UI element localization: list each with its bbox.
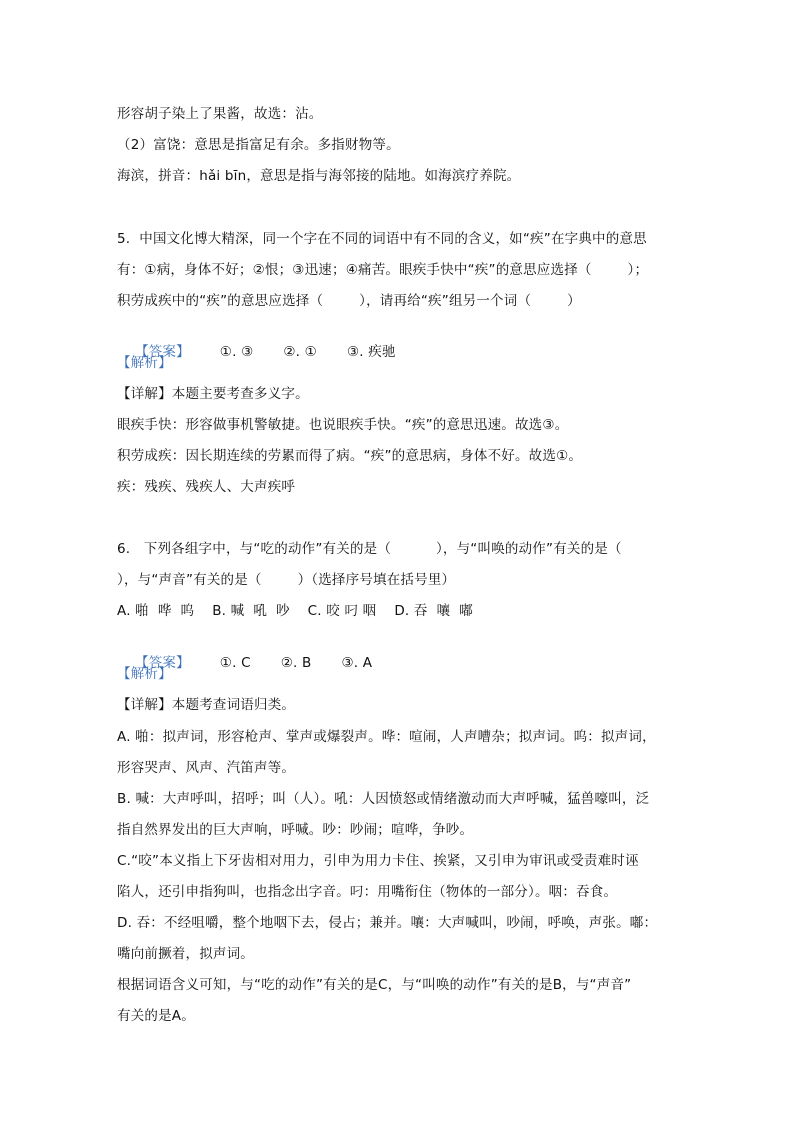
answer-heading: 【答案】 <box>134 655 190 671</box>
answer-item: ①. ③ <box>219 344 254 360</box>
q6-analysis-line: 形容哭声、风声、汽笛声等。 <box>117 760 296 776</box>
q6-analysis-line: D. 吞：不经咀嚼，整个地咽下去，侵占；兼并。嚷：大声喊叫，吵闹，呼唤，声张。嘟： <box>117 915 658 931</box>
analysis-heading: 【解析】 <box>117 666 172 682</box>
q4-text-line: 海滨，拼音：hǎi bīn，意思是指与海邻接的陆地。如海滨疗养院。 <box>117 168 521 184</box>
q6-analysis-line: 指自然界发出的巨大声响，呼喊。吵：吵闹；喧哗，争吵。 <box>117 822 474 838</box>
q5-question-line: 积劳成疾中的“疾”的意思应选择（ ），请再给“疾”组另一个词（ ） <box>117 293 581 309</box>
answer-item: ②. ① <box>283 344 317 360</box>
q6-analysis-line: 有关的是A。 <box>117 1008 195 1024</box>
q5-analysis-line: 积劳成疾：因长期连续的劳累而得了病。“疾”的意思病，身体不好。故选①。 <box>117 448 583 464</box>
q6-question-line: ），与“声音”有关的是（ ）（选择序号填在括号里） <box>117 572 456 588</box>
q6-analysis-line: 嘴向前撅着，拟声词。 <box>117 946 254 962</box>
q5-answer-row <box>117 322 396 382</box>
answer-item: ③. 疾驰 <box>346 344 396 360</box>
analysis-heading: 【解析】 <box>117 355 172 371</box>
q6-analysis-line: 根据词语含义可知，与“吃的动作”有关的是C，与“叫唤的动作”有关的是B，与“声音” <box>117 977 632 993</box>
q4-text-line: （2）富饶：意思是指富足有余。多指财物等。 <box>117 137 400 153</box>
q6-analysis-line: A. 啪：拟声词，形容枪声、掌声或爆裂声。哗：喧闹，人声嘈杂；拟声词。呜：拟声词， <box>117 729 656 745</box>
q6-analysis-line: 陷人，还引申指狗叫，也指念出字音。叼：用嘴衔住（物体的一部分）。咽：吞食。 <box>117 884 618 900</box>
q6-answer-row <box>117 633 372 693</box>
q6-analysis-line: B. 喊：大声呼叫，招呼；叫（人）。吼：人因愤怒或情绪激动而大声呼喊，猛兽嚎叫，泛 <box>117 791 650 807</box>
q6-question-line: 6. 下列各组字中，与“吃的动作”有关的是（ ），与“叫唤的动作”有关的是（ <box>117 541 622 557</box>
q5-question-line: 5. 中国文化博大精深，同一个字在不同的词语中有不同的含义，如“疾”在字典中的意思 <box>117 231 647 247</box>
q5-analysis-line: 【详解】本题主要考查多义字。 <box>117 386 309 402</box>
q6-analysis-line: 【详解】本题考查词语归类。 <box>117 697 296 713</box>
q6-analysis-line: C.“咬”本义指上下牙齿相对用力，引申为用力卡住、挨紧，又引申为审讯或受责难时诬 <box>117 853 639 869</box>
q6-options-line: A. 啪 哗 呜 B. 喊 吼 吵 C. 咬 叼 咽 D. 吞 嚷 嘟 <box>117 603 473 619</box>
answer-item: ③. A <box>341 655 373 671</box>
q5-analysis-line: 眼疾手快：形容做事机警敏捷。也说眼疾手快。“疾”的意思迅速。故选③。 <box>117 417 569 433</box>
answer-heading: 【答案】 <box>134 344 190 360</box>
q4-text-line: 形容胡子染上了果酱，故选：沾。 <box>117 106 323 122</box>
answer-item: ①. C <box>219 655 251 671</box>
answer-item: ②. B <box>280 655 312 671</box>
q5-question-line: 有：①病，身体不好；②恨；③迅速；④痛苦。眼疾手快中“疾”的意思应选择（ ）； <box>117 262 649 278</box>
q5-analysis-line: 疾：残疾、残疾人、大声疾呼 <box>117 479 296 495</box>
